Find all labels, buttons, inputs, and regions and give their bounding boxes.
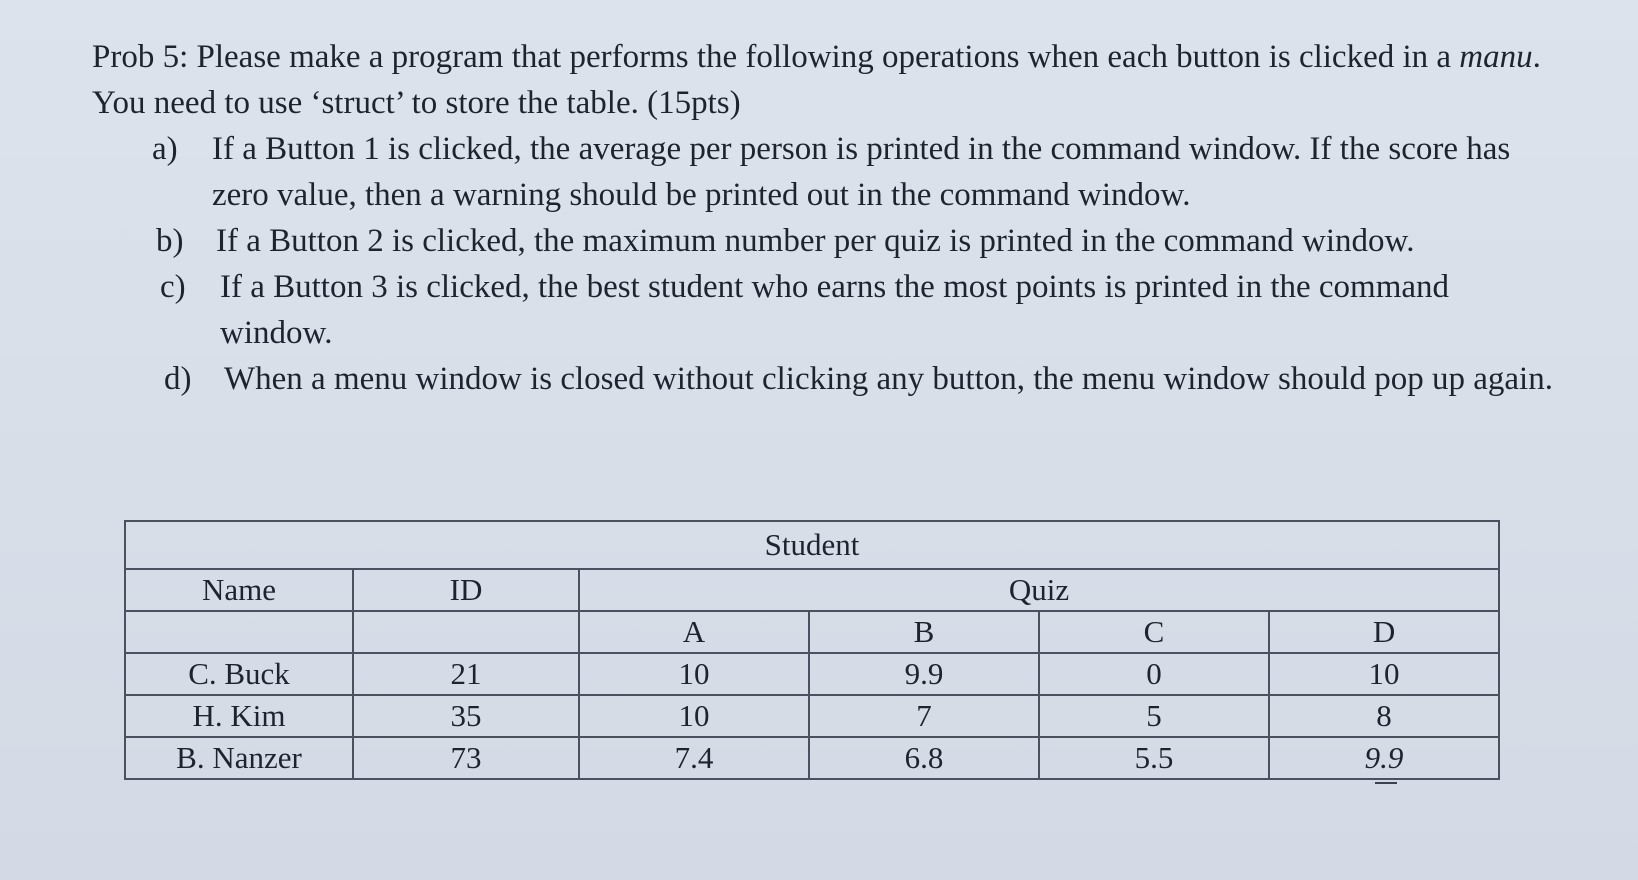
score-cell: 10 <box>579 695 809 737</box>
handwritten-score: 9.9 <box>1364 740 1404 775</box>
table-row <box>125 653 1499 695</box>
item-letter: c) <box>160 269 186 305</box>
header-id: ID <box>353 569 579 611</box>
table-row <box>125 737 1499 779</box>
student-name: C. Buck <box>125 653 353 695</box>
student-id: 35 <box>353 695 579 737</box>
heading-italic-word: manu <box>1459 39 1533 75</box>
score-cell: 0 <box>1039 653 1269 695</box>
item-text: If a Button 1 is clicked, the average per person is printed in the command window. If the score has zero value, then a warning should be printed out in the command window. <box>212 131 1511 213</box>
score-cell: 10 <box>1269 653 1499 695</box>
score-table-wrap <box>124 520 1500 780</box>
quiz-label-d: D <box>1269 611 1499 653</box>
student-name: H. Kim <box>125 695 353 737</box>
table-title-row <box>125 521 1499 569</box>
score-cell: 7.4 <box>579 737 809 779</box>
heading-end: . You need to use ‘struct’ to store the table. (15pts) <box>92 39 1541 121</box>
item-letter: d) <box>164 361 192 397</box>
problem-statement <box>92 34 1562 402</box>
item-text: If a Button 2 is clicked, the maximum number per quiz is printed in the command window. <box>216 223 1415 259</box>
problem-heading <box>92 34 1562 126</box>
heading-start: Prob 5: Please make a program that performs the following operations when each button is clicked in a <box>92 39 1460 75</box>
score-cell <box>1269 737 1499 779</box>
score-cell: 5.5 <box>1039 737 1269 779</box>
item-letter: b) <box>156 223 184 259</box>
table-header-row <box>125 569 1499 611</box>
score-cell: 9.9 <box>809 653 1039 695</box>
score-cell: 7 <box>809 695 1039 737</box>
student-id: 73 <box>353 737 579 779</box>
item-text: When a menu window is closed without clicking any button, the menu window should pop up again. <box>224 361 1553 397</box>
quiz-label-b: B <box>809 611 1039 653</box>
table-title: Student <box>125 521 1499 569</box>
quiz-label-c: C <box>1039 611 1269 653</box>
score-cell: 5 <box>1039 695 1269 737</box>
score-cell: 8 <box>1269 695 1499 737</box>
score-cell: 6.8 <box>809 737 1039 779</box>
item-text: If a Button 3 is clicked, the best student who earns the most points is printed in the command window. <box>220 269 1450 351</box>
student-id: 21 <box>353 653 579 695</box>
student-name: B. Nanzer <box>125 737 353 779</box>
empty-cell <box>125 611 353 653</box>
header-name: Name <box>125 569 353 611</box>
table-row <box>125 695 1499 737</box>
item-b <box>92 218 1562 264</box>
item-c <box>92 264 1562 356</box>
quiz-label-row <box>125 611 1499 653</box>
header-quiz: Quiz <box>579 569 1499 611</box>
item-a <box>92 126 1562 218</box>
score-table <box>124 520 1500 780</box>
empty-cell <box>353 611 579 653</box>
item-d <box>92 356 1562 402</box>
score-cell: 10 <box>579 653 809 695</box>
quiz-label-a: A <box>579 611 809 653</box>
item-letter: a) <box>152 131 178 167</box>
